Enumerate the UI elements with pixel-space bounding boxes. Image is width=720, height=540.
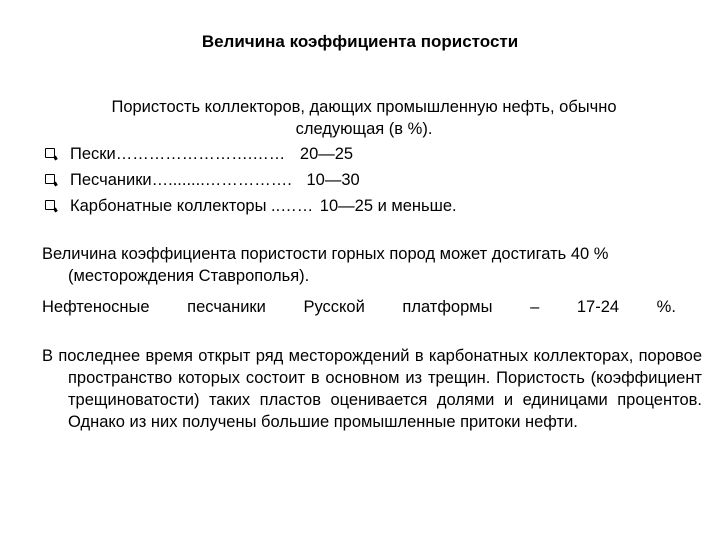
checkbox-square-icon [45,174,55,184]
porosity-bullet-list [44,143,684,221]
checkbox-square-icon [45,200,55,210]
word: песчаники [187,298,266,316]
word: Русской [303,298,365,316]
paragraph-max-porosity: Величина коэффициента пористости горных пород может достигать 40 % (месторождения Ставрополья). [42,245,609,285]
bullet-item-sandstones [44,169,684,195]
slide-title: Величина коэффициента пористости [201,32,519,51]
bullet-label: Карбонатные коллекторы ..…… [70,197,314,215]
paragraph-russian-platform [42,296,676,318]
intro-text: Пористость коллекторов, дающих промышленную нефть, обычно следующая (в %). [111,98,617,138]
bullet-value: 20—25 [299,145,354,163]
word: – [530,298,540,316]
word: платформы [402,298,493,316]
paragraph-carbonate-fields: В последнее время открыт ряд месторождений в карбонатных коллекторах, поровое пространство которых состоит в основном из трещин. Пористость (коэффициент трещиноватости) таких пластов оценивается долями и единицами процентов. Однако из них получены большие промышленные притоки нефти. [42,347,702,431]
bullet-value: 10—25 и меньше. [319,197,457,215]
bullet-label: Песчаники…........……………. [70,171,292,189]
bullet-value: 10—30 [306,171,360,189]
word: Нефтеносные [42,298,150,316]
bullet-label: Пески…………………….…… [70,145,286,163]
checkbox-square-icon [45,148,55,158]
bullet-item-carbonates [44,195,684,221]
word: 17-24 [576,298,620,316]
bullet-item-sands [44,143,684,169]
word: %. [656,298,676,316]
